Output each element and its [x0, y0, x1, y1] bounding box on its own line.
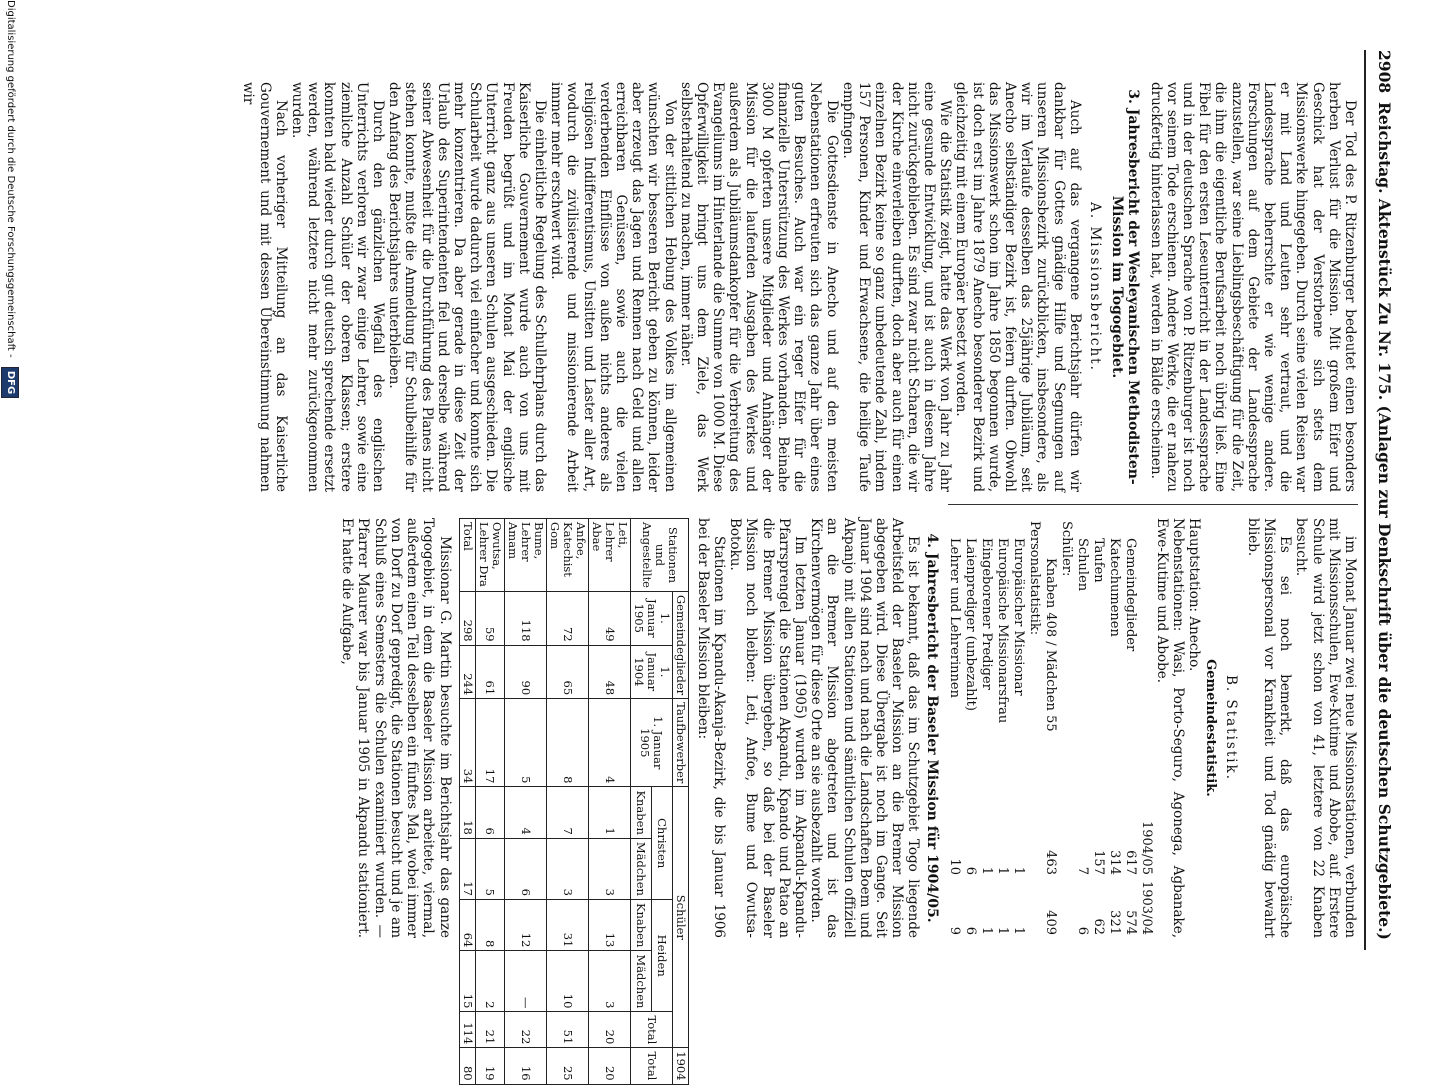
- paragraph: Auch auf das vergangene Berichtsjahr dürfen wir dankbar für Gottes gnädige Hilfe und Segnungen auf unseren Missionsbezirk zurückblicken, insbesondere, als wir im Verlaufe desselben das 25jährige Jubiläum, seit Anecho selbständiger Bezirk ist, feiern durften. Obwohl das Missionswerk schon im Jahre 1850 begonnen wurde, ist doch erst im Jahre 1879 Anecho besonderer Bezirk und gleichzeitig mit einem Europäer besetzt worden.: [953, 82, 1083, 492]
- paragraph: Die einheitliche Regelung des Schullehrplans durch das Kaiserliche Gouvernement wurde auch von uns mit Freuden begrüßt und im Monat Mai der englische Unterricht ganz aus unseren Schulen ausgeschieden. Die Schularbeit wurde dadurch viel einfacher und konnte sich mehr konzentrieren. Da aber gerade in diese Zeit der Urlaub des Superintendenten fiel und derselbe während seiner Abwesenheit für die Durchführung des Planes nicht stehen konnte, mußte die Anmeldung für Schulbeihilfe für den Anfang des Berichtsjahres unterbleiben.: [386, 82, 549, 492]
- sub-stations: Nebenstationen: Wasi, Porto-Seguro, Agonega, Agbanake, Ewe-Kutime und Abobe.: [1153, 518, 1186, 938]
- table-row: Taufen 157 62: [1090, 538, 1106, 935]
- col-header: 1904: [672, 1048, 688, 1084]
- table-row: Personalstatistik:: [1026, 521, 1042, 636]
- header-rule: [1364, 50, 1366, 950]
- table-row: Laienprediger (unbezahlt) 6 6: [962, 538, 978, 935]
- section-heading: 4. Jahresbericht der Baseler Mission für 1904/05.: [923, 533, 940, 923]
- col-header: Schüler: [672, 787, 688, 1048]
- table-row: Lehrer und Lehrerinnen 10 9: [946, 538, 962, 935]
- table-row: Europäische Missionarsfrau 1 1: [994, 538, 1010, 935]
- section-heading: 3. Jahresbericht der Wesleyanischen Methodisten-Mission im Togogebiet.: [1109, 89, 1142, 485]
- table-row: Schulen 7 6: [1074, 538, 1090, 935]
- left-column: [240, 82, 1358, 492]
- paragraph: Missionar G. Martin besuchte im Berichtsjahr das ganze Togogebiet, in dem die Baseler Mission arbeitete, viermal, außerdem einen Teil desselben ein fünftes Mal, wobei immer von Dorf zu Dorf gepredigt, die Stationen besucht und je am Schluß eines Semesters die Schulen examiniert wurden. — Pfarrer Maurer war bis Januar 1905 in Akpandu stationiert. Er hatte die Aufgabe,: [339, 518, 453, 938]
- community-stat-table: [946, 518, 1154, 938]
- col-header: 1904/05: [1138, 820, 1154, 875]
- right-column: [339, 518, 1358, 1081]
- table-row: Europäischer Missionar 1 1: [1010, 538, 1026, 935]
- col-header: 1903/04: [1138, 880, 1154, 935]
- table-row: Leti, Lehrer Abae 49 48 4 1 3 13 3 20 20: [588, 519, 630, 1085]
- footer-text: Digitalisierung gefördert durch die Deutsche Forschungsgemeinschaft -: [5, 0, 16, 358]
- station-table: Stationen und Angestellte Gemeindeglieder Taufbewerber Schüler 1904 1. Januar 1905 1. Januar 1904 1. Januar 1905 Christen Heiden Total Total Knaben Mädchen Knaben Mädchen Leti, Lehrer Abae 49 48 4 1 3 13 3 20 20 Anfoe, Katechist Gom 72 65 8 7 3 31 10 51 25 Bume, Lehrer Amam 118 90 5 4 6 12 — 22 16 Owutsa, Lehrer Dra 59 61 17 6 5 8 2 21 19 Total 298 244 34 18 17 64 15 114 80: [459, 518, 689, 1085]
- col-header: Gemeindeglieder: [672, 592, 688, 699]
- table-row: Total 298 244 34 18 17 64 15 114 80: [459, 519, 475, 1085]
- table-row: Schüler:: [1058, 521, 1074, 577]
- column-divider: [948, 504, 1358, 505]
- subsection-heading: A. Missionsbericht.: [1086, 202, 1103, 372]
- paragraph: Der Tod des P. Ritzenburger bedeutet einen besonders herben Verlust für die Mission. Mit großem Eifer und Geschick hat der Verstorbene sich stets dem Missionswerke hingegeben. Durch seine vielen Reisen war er mit Land und Leuten sehr vertraut, und die Landessprache beherrschte er wie wenige andere. Forschungen auf dem Gebiete der Landessprache anzustellen, war seine Lieblingsbeschäftigung für die Zeit, die ihm die eigentliche Berufsarbeit noch übrig ließ. Eine Fibel für den ersten Leseunterricht in der Landessprache und in der deutschen Sprache von P. Ritzenburger ist noch vor seinem Tode erschienen. Andere Werke, die er nahezu druckfertig hinterlassen hat, werden in Bälde erscheinen.: [1147, 82, 1358, 492]
- paragraph: Es sei noch bemerkt, daß das europäische Missionspersonal vor Krankheit und Tod gnädig bewahrt blieb.: [1244, 518, 1294, 938]
- paragraph: Wie die Statistik zeigt, hatte das Werk von Jahr zu Jahr eine gesunde Entwicklung, und ist auch in diesem Jahre nicht zurückgeblieben. Es sind zwar nicht Scharen, die wir der Kirche einverleiben durften, doch aber auch für einen einzelnen Bezirk keine so ganz unbedeutende Zahl, indem 157 Personen, Kinder und Erwachsene, die heilige Taufe empfingen.: [839, 82, 954, 492]
- table-row: Katechumenen 314 321: [1106, 538, 1122, 935]
- table-row: Gemeindeglieder 617 574: [1122, 538, 1138, 935]
- digitization-footer: [1, 0, 19, 1000]
- paragraph: Im letzten Januar (1905) wurden im Akpandu-Kpandu-Pfarrsprengel die Stationen Akpandu, Kpando und Patao an die Bremer Mission übergeben, so daß bei der Baseler Mission noch bleiben: Leti, Anfoe, Bume und Owutsa-Botoku.: [727, 518, 808, 938]
- paragraph: Stationen im Kpandu-Akanja-Bezirk, die bis Januar 1906 bei der Baseler Mission bleiben:: [694, 518, 727, 938]
- table-row: Anfoe, Katechist Gom 72 65 8 7 3 31 10 51 25: [546, 519, 588, 1085]
- paragraph: Es ist bekannt, daß das im Schutzgebiet Togo liegende Arbeitsfeld der Baseler Mission an die Bremer Mission abgegeben wird. Diese Übergabe ist noch im Gange. Seit Januar 1904 sind nach und nach die Landschaften Boem und Akpanjo mit allen Stationen und sämtlichen Schulen offiziell an die Bremer Mission abgetreten und ist das Kirchenvermögen für diese Orte an sie ausbezahlt worden.: [808, 518, 922, 938]
- paragraph: Die Gottesdienste in Anecho und auf den meisten Nebenstationen erfreuten sich das ganze Jahr über eines guten Besuches. Auch war ein reger Eifer für die finanzielle Unterstützung des Werkes vorhanden. Beinahe 3000 M opferten unsere Mitglieder und Anhänger der Mission für die laufenden Ausgaben des Werkes und außerdem als Jubiläumsdankopfer für die Verbreitung des Evangeliums im Hinterlande die Summe von 1000 M. Diese Opferwilligkeit bringt uns dem Ziele, das Werk selbsterhaltend zu machen, immer näher.: [677, 82, 840, 492]
- paragraph: im Monat Januar zwei neue Missionsstationen, verbunden mit Missionsschulen, Ewe-Kutime und Abobe, auf. Erstere Schule wird jetzt schon von 41, letztere von 22 Knaben besucht.: [1293, 518, 1358, 938]
- paragraph: Nach vorheriger Mitteilung an das Kaiserliche Gouvernement und mit dessen Übereinstimmung nahmen wir: [240, 82, 289, 492]
- col-header: Stationen und Angestellte: [630, 519, 688, 592]
- table-row: Owutsa, Lehrer Dra 59 61 17 6 5 8 2 21 19: [475, 519, 504, 1085]
- dfg-logo: DFG: [1, 367, 19, 398]
- paragraph: Von der sittlichen Hebung des Volkes im allgemeinen wünschten wir besseren Bericht geben zu können, leider aber erzeugt das Jagen und Rennen nach Geld und allen erreichbaren Genüssen, sowie auch die vielen verderbenden Einflüsse von außen nichts anderes als religiösen Indifferentismus, Unsitten und Laster aller Art, wodurch die zivilisierende und missionierende Arbeit immer mehr erschwert wird.: [548, 82, 678, 492]
- table-row: Bume, Lehrer Amam 118 90 5 4 6 12 — 22 16: [504, 519, 546, 1085]
- subsection-heading: B. Statistik.: [1222, 674, 1239, 782]
- table-row: Eingeborener Prediger 1 1: [978, 538, 994, 935]
- page-title: Reichstag. Aktenstück Zu Nr. 175. (Anlagen zur Denkschrift über die deutschen Schutzgebiete.): [1375, 102, 1394, 940]
- paragraph: Durch den gänzlichen Wegfall des englischen Unterrichts verloren wir zwar einige Lehrer, sowie eine ziemliche Anzahl Schüler der oberen Klassen; erstere konnten bald wieder durch gut deutsch sprechende ersetzt werden, während letztere nicht mehr zurückgenommen wurden.: [289, 82, 387, 492]
- table-row: Knaben 408 / Mädchen 55 463 409: [1042, 558, 1058, 935]
- main-station: Hauptstation: Anecho.: [1186, 518, 1203, 672]
- page-header: [1368, 50, 1398, 950]
- page-number: 2908: [1375, 50, 1394, 94]
- stat-heading: Gemeindestatistik.: [1203, 659, 1219, 797]
- col-header: Taufbewerber: [672, 699, 688, 787]
